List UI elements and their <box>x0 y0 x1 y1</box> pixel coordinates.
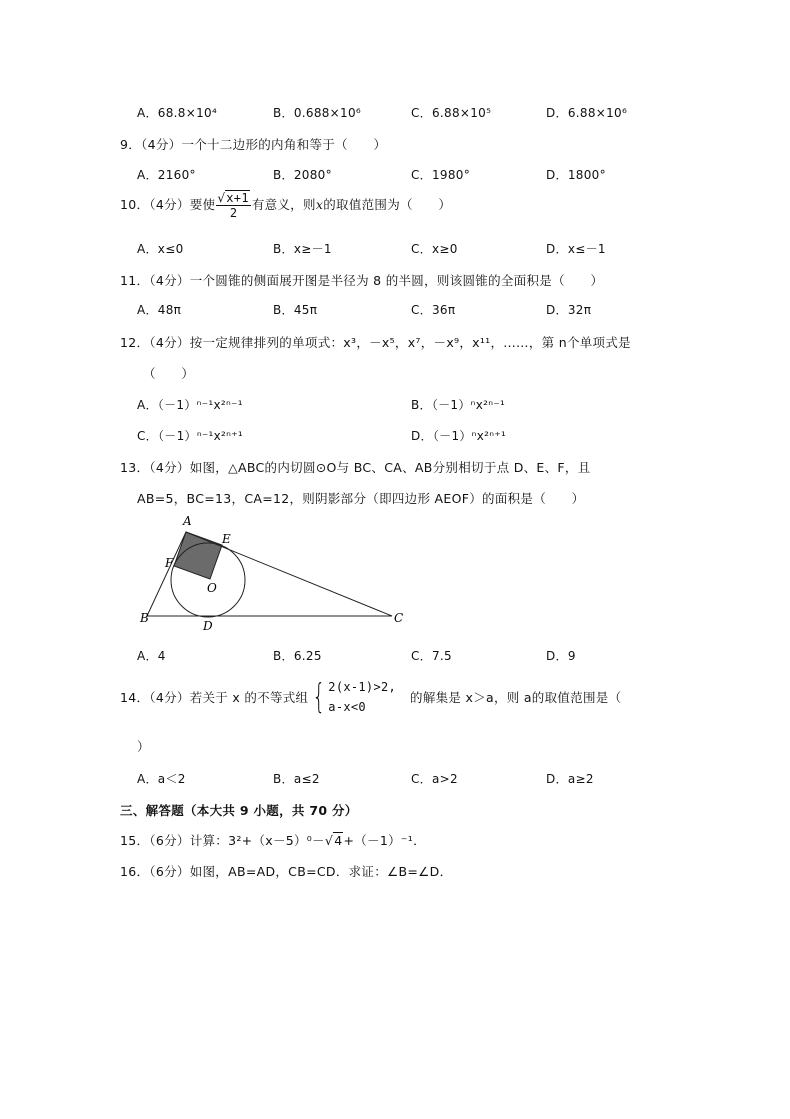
q14-option-d: D．a≥2 <box>546 772 594 786</box>
shaded-quadrilateral <box>174 532 222 579</box>
label-d: D <box>203 619 213 633</box>
q12-stem: 12．（4分）按一定规律排列的单项式：x³，－x⁵，x⁷，－x⁹，x¹¹，……，第 n个单项式是 <box>120 335 631 350</box>
q10-option-b: B．x≥－1 <box>273 242 332 256</box>
brace-icon: { <box>312 677 326 717</box>
q12-stem-cont: （ ） <box>143 366 195 381</box>
q10-suffix-a: 有意义，则 <box>251 197 316 212</box>
q12-option-d: D．（－1）ⁿx²ⁿ⁺¹ <box>411 429 507 443</box>
q13-option-c: C．7.5 <box>411 649 452 663</box>
q13-option-a: A．4 <box>137 649 166 663</box>
q10-fraction <box>216 192 251 219</box>
label-b: B <box>140 611 150 625</box>
q9-option-c: C．1980° <box>411 168 471 182</box>
q8-option-a: A．68.8×10⁴ <box>137 106 218 120</box>
q10-option-a: A．x≤0 <box>137 242 184 256</box>
label-c: C <box>394 611 404 625</box>
q14-ineq2: a-x<0 <box>328 700 366 714</box>
radical-sign: √ <box>324 833 334 848</box>
q14-prefix: 14．（4分）若关于 x 的不等式组 <box>120 690 309 705</box>
q11-stem: 11．（4分）一个圆锥的侧面展开图是半径为 8 的半圆，则该圆锥的全面积是（ ） <box>120 273 604 288</box>
q13-line1: 13．（4分）如图，△ABC的内切圆⊙O与 BC、CA、AB分别相切于点 D、E、F，且 <box>120 460 591 475</box>
q9-option-a: A．2160° <box>137 168 196 182</box>
q14-stem <box>120 677 621 717</box>
q10-option-d: D．x≤－1 <box>546 242 606 256</box>
q14-option-c: C．a>2 <box>411 772 458 786</box>
q16-stem: 16．（6分）如图，AB=AD，CB=CD．求证：∠B=∠D． <box>120 864 453 879</box>
q10-stem <box>120 192 451 219</box>
q10-option-c: C．x≥0 <box>411 242 458 256</box>
q11-option-a: A．48π <box>137 303 182 317</box>
q11-option-d: D．32π <box>546 303 592 317</box>
q14-option-b: B．a≤2 <box>273 772 320 786</box>
q8-option-c: C．6.88×10⁵ <box>411 106 492 120</box>
q15-suffix: +（－1）⁻¹． <box>343 833 426 848</box>
q10-denominator: 2 <box>229 206 238 220</box>
q8-option-d: D．6.88×10⁶ <box>546 106 628 120</box>
q9-option-b: B．2080° <box>273 168 332 182</box>
q10-prefix: 10．（4分）要使 <box>120 197 216 212</box>
q13-option-d: D．9 <box>546 649 576 663</box>
q11-option-c: C．36π <box>411 303 456 317</box>
q14-system <box>328 677 396 717</box>
label-f: F <box>165 556 174 570</box>
q12-option-c: C．（－1）ⁿ⁻¹x²ⁿ⁺¹ <box>137 429 243 443</box>
q15-radicand: 4 <box>334 833 343 848</box>
q13-figure <box>130 512 420 636</box>
label-e: E <box>222 532 232 546</box>
section-title: 三、解答题（本大共 9 小题，共 70 分） <box>120 803 358 818</box>
q15-stem <box>120 831 426 849</box>
q13-line2: AB=5，BC=13，CA=12，则阴影部分（即四边形 AEOF）的面积是（ ） <box>137 491 585 506</box>
q11-option-b: B．45π <box>273 303 318 317</box>
q12-option-a: A．（－1）ⁿ⁻¹x²ⁿ⁻¹ <box>137 398 243 412</box>
q14-close: ） <box>137 739 150 754</box>
label-o: O <box>207 581 218 595</box>
q15-prefix: 15．（6分）计算：3²+（x－5）⁰－ <box>120 833 325 848</box>
q9-option-d: D．1800° <box>546 168 606 182</box>
q13-option-b: B．6.25 <box>273 649 322 663</box>
q14-option-a: A．a＜2 <box>137 772 186 786</box>
q14-suffix: 的解集是 x＞a，则 a的取值范围是（ <box>410 690 622 705</box>
label-a: A <box>183 514 192 528</box>
q12-option-b: B．（－1）ⁿx²ⁿ⁻¹ <box>411 398 506 412</box>
q10-var: x <box>315 197 324 212</box>
q10-suffix-b: 的取值范围为（ ） <box>323 197 452 212</box>
q14-ineq1: 2(x-1)>2, <box>328 680 397 694</box>
q8-option-b: B．0.688×10⁶ <box>273 106 362 120</box>
radical-sign: √ <box>217 191 226 205</box>
q10-radicand: x+1 <box>226 191 249 205</box>
q9-stem: 9．（4分）一个十二边形的内角和等于（ ） <box>120 137 387 152</box>
